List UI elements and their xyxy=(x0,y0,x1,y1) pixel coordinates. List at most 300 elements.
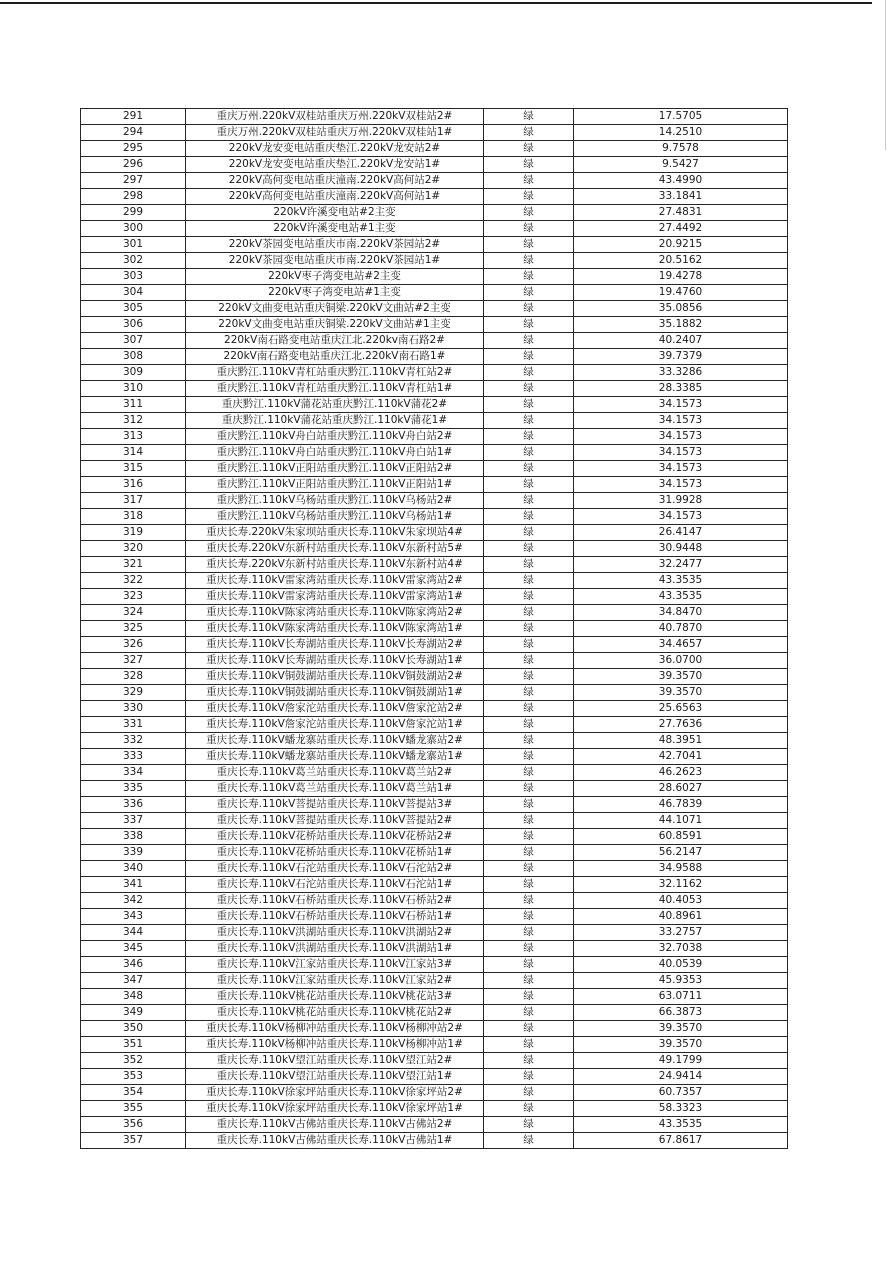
table-row xyxy=(81,797,788,813)
table-row xyxy=(81,1085,788,1101)
device-name-cell: 重庆长寿.220kV东新村站重庆长寿.110kV东新村站4# xyxy=(186,557,484,573)
device-name-cell: 重庆长寿.220kV东新村站重庆长寿.110kV东新村站5# xyxy=(186,541,484,557)
row-number-cell: 332 xyxy=(81,733,186,749)
load-value-cell: 34.1573 xyxy=(574,413,788,429)
status-cell: 绿 xyxy=(484,829,574,845)
table-row xyxy=(81,989,788,1005)
table-row xyxy=(81,125,788,141)
status-cell: 绿 xyxy=(484,317,574,333)
device-name-cell: 220kV文曲变电站重庆铜梁.220kV文曲站#2主变 xyxy=(186,301,484,317)
row-number-cell: 336 xyxy=(81,797,186,813)
device-name-cell: 重庆长寿.110kV望江站重庆长寿.110kV望江站2# xyxy=(186,1053,484,1069)
top-border-line xyxy=(0,2,872,4)
device-name-cell: 重庆长寿.110kV桃花站重庆长寿.110kV桃花站3# xyxy=(186,989,484,1005)
status-cell: 绿 xyxy=(484,237,574,253)
table-row xyxy=(81,413,788,429)
status-cell: 绿 xyxy=(484,1005,574,1021)
table-row xyxy=(81,349,788,365)
row-number-cell: 327 xyxy=(81,653,186,669)
device-name-cell: 重庆长寿.110kV花桥站重庆长寿.110kV花桥站1# xyxy=(186,845,484,861)
load-value-cell: 17.5705 xyxy=(574,109,788,125)
table-row xyxy=(81,1053,788,1069)
device-name-cell: 重庆黔江.110kV青杠站重庆黔江.110kV青杠站2# xyxy=(186,365,484,381)
load-value-cell: 34.4657 xyxy=(574,637,788,653)
row-number-cell: 294 xyxy=(81,125,186,141)
load-value-cell: 35.0856 xyxy=(574,301,788,317)
load-value-cell: 33.1841 xyxy=(574,189,788,205)
status-cell: 绿 xyxy=(484,125,574,141)
status-cell: 绿 xyxy=(484,461,574,477)
row-number-cell: 316 xyxy=(81,477,186,493)
status-cell: 绿 xyxy=(484,109,574,125)
status-cell: 绿 xyxy=(484,717,574,733)
load-value-cell: 39.3570 xyxy=(574,1021,788,1037)
device-name-cell: 重庆黔江.110kV舟白站重庆黔江.110kV舟白站1# xyxy=(186,445,484,461)
table-row xyxy=(81,669,788,685)
load-value-cell: 34.8470 xyxy=(574,605,788,621)
row-number-cell: 308 xyxy=(81,349,186,365)
row-number-cell: 310 xyxy=(81,381,186,397)
table-row xyxy=(81,1037,788,1053)
status-cell: 绿 xyxy=(484,957,574,973)
load-value-cell: 39.3570 xyxy=(574,685,788,701)
row-number-cell: 333 xyxy=(81,749,186,765)
table-row xyxy=(81,317,788,333)
load-value-cell: 33.3286 xyxy=(574,365,788,381)
load-value-cell: 43.3535 xyxy=(574,573,788,589)
device-name-cell: 重庆长寿.110kV蟠龙寨站重庆长寿.110kV蟠龙寨站2# xyxy=(186,733,484,749)
row-number-cell: 342 xyxy=(81,893,186,909)
load-value-cell: 14.2510 xyxy=(574,125,788,141)
row-number-cell: 305 xyxy=(81,301,186,317)
device-name-cell: 220kV茶园变电站重庆市南.220kV茶园站1# xyxy=(186,253,484,269)
row-number-cell: 295 xyxy=(81,141,186,157)
status-cell: 绿 xyxy=(484,925,574,941)
row-number-cell: 298 xyxy=(81,189,186,205)
status-cell: 绿 xyxy=(484,189,574,205)
status-cell: 绿 xyxy=(484,253,574,269)
load-value-cell: 43.3535 xyxy=(574,589,788,605)
status-cell: 绿 xyxy=(484,1053,574,1069)
table-row xyxy=(81,733,788,749)
row-number-cell: 321 xyxy=(81,557,186,573)
load-value-cell: 9.5427 xyxy=(574,157,788,173)
load-value-cell: 35.1882 xyxy=(574,317,788,333)
row-number-cell: 335 xyxy=(81,781,186,797)
status-cell: 绿 xyxy=(484,669,574,685)
row-number-cell: 313 xyxy=(81,429,186,445)
load-value-cell: 34.9588 xyxy=(574,861,788,877)
row-number-cell: 324 xyxy=(81,605,186,621)
table-row xyxy=(81,1005,788,1021)
row-number-cell: 312 xyxy=(81,413,186,429)
status-cell: 绿 xyxy=(484,1037,574,1053)
table-row xyxy=(81,877,788,893)
status-cell: 绿 xyxy=(484,701,574,717)
row-number-cell: 317 xyxy=(81,493,186,509)
status-cell: 绿 xyxy=(484,573,574,589)
status-cell: 绿 xyxy=(484,1133,574,1149)
row-number-cell: 330 xyxy=(81,701,186,717)
table-row xyxy=(81,333,788,349)
table-row xyxy=(81,493,788,509)
load-value-cell: 34.1573 xyxy=(574,461,788,477)
device-name-cell: 220kV龙安变电站重庆垫江.220kV龙安站2# xyxy=(186,141,484,157)
row-number-cell: 306 xyxy=(81,317,186,333)
load-value-cell: 33.2757 xyxy=(574,925,788,941)
load-value-cell: 42.7041 xyxy=(574,749,788,765)
device-name-cell: 重庆万州.220kV双桂站重庆万州.220kV双桂站1# xyxy=(186,125,484,141)
row-number-cell: 323 xyxy=(81,589,186,605)
table-row xyxy=(81,1069,788,1085)
device-name-cell: 重庆长寿.110kV古佛站重庆长寿.110kV古佛站2# xyxy=(186,1117,484,1133)
status-cell: 绿 xyxy=(484,813,574,829)
load-value-cell: 44.1071 xyxy=(574,813,788,829)
device-name-cell: 重庆长寿.110kV杨柳冲站重庆长寿.110kV杨柳冲站1# xyxy=(186,1037,484,1053)
device-name-cell: 重庆长寿.110kV陈家湾站重庆长寿.110kV陈家湾站1# xyxy=(186,621,484,637)
status-cell: 绿 xyxy=(484,365,574,381)
device-name-cell: 重庆黔江.110kV正阳站重庆黔江.110kV正阳站1# xyxy=(186,477,484,493)
device-name-cell: 重庆长寿.110kV石沱站重庆长寿.110kV石沱站2# xyxy=(186,861,484,877)
row-number-cell: 329 xyxy=(81,685,186,701)
device-name-cell: 重庆黔江.110kV乌杨站重庆黔江.110kV乌杨站2# xyxy=(186,493,484,509)
device-name-cell: 重庆长寿.110kV詹家沱站重庆长寿.110kV詹家沱站1# xyxy=(186,717,484,733)
table-row xyxy=(81,829,788,845)
status-cell: 绿 xyxy=(484,397,574,413)
row-number-cell: 347 xyxy=(81,973,186,989)
load-value-cell: 60.8591 xyxy=(574,829,788,845)
table-row xyxy=(81,445,788,461)
status-cell: 绿 xyxy=(484,1101,574,1117)
status-cell: 绿 xyxy=(484,605,574,621)
load-value-cell: 32.1162 xyxy=(574,877,788,893)
table-row xyxy=(81,525,788,541)
device-name-cell: 220kV许溪变电站#1主变 xyxy=(186,221,484,237)
device-name-cell: 220kV茶园变电站重庆市南.220kV茶园站2# xyxy=(186,237,484,253)
load-value-cell: 60.7357 xyxy=(574,1085,788,1101)
table-row xyxy=(81,173,788,189)
table-row xyxy=(81,301,788,317)
row-number-cell: 341 xyxy=(81,877,186,893)
row-number-cell: 320 xyxy=(81,541,186,557)
row-number-cell: 346 xyxy=(81,957,186,973)
device-name-cell: 220kV高何变电站重庆潼南.220kV高何站2# xyxy=(186,173,484,189)
status-cell: 绿 xyxy=(484,653,574,669)
table-row xyxy=(81,845,788,861)
row-number-cell: 319 xyxy=(81,525,186,541)
status-cell: 绿 xyxy=(484,333,574,349)
device-name-cell: 重庆长寿.110kV徐家坪站重庆长寿.110kV徐家坪站2# xyxy=(186,1085,484,1101)
table-row xyxy=(81,1117,788,1133)
row-number-cell: 325 xyxy=(81,621,186,637)
row-number-cell: 299 xyxy=(81,205,186,221)
load-value-cell: 43.3535 xyxy=(574,1117,788,1133)
row-number-cell: 337 xyxy=(81,813,186,829)
status-cell: 绿 xyxy=(484,621,574,637)
load-value-cell: 9.7578 xyxy=(574,141,788,157)
load-value-cell: 20.5162 xyxy=(574,253,788,269)
row-number-cell: 357 xyxy=(81,1133,186,1149)
device-name-cell: 220kV南石路变电站重庆江北.220kV南石路1# xyxy=(186,349,484,365)
load-value-cell: 19.4760 xyxy=(574,285,788,301)
table-row xyxy=(81,957,788,973)
load-value-cell: 19.4278 xyxy=(574,269,788,285)
table-row xyxy=(81,589,788,605)
load-value-cell: 46.2623 xyxy=(574,765,788,781)
device-name-cell: 重庆长寿.110kV雷家湾站重庆长寿.110kV雷家湾站1# xyxy=(186,589,484,605)
load-value-cell: 27.4492 xyxy=(574,221,788,237)
table-row xyxy=(81,109,788,125)
load-value-cell: 48.3951 xyxy=(574,733,788,749)
load-value-cell: 27.7636 xyxy=(574,717,788,733)
device-name-cell: 重庆长寿.110kV铜鼓湖站重庆长寿.110kV铜鼓湖站2# xyxy=(186,669,484,685)
row-number-cell: 350 xyxy=(81,1021,186,1037)
status-cell: 绿 xyxy=(484,349,574,365)
device-name-cell: 重庆长寿.110kV洪湖站重庆长寿.110kV洪湖站1# xyxy=(186,941,484,957)
status-cell: 绿 xyxy=(484,301,574,317)
table-row xyxy=(81,221,788,237)
table-row xyxy=(81,157,788,173)
device-name-cell: 重庆长寿.110kV陈家湾站重庆长寿.110kV陈家湾站2# xyxy=(186,605,484,621)
device-name-cell: 重庆黔江.110kV青杠站重庆黔江.110kV青杠站1# xyxy=(186,381,484,397)
device-name-cell: 重庆长寿.110kV长寿湖站重庆长寿.110kV长寿湖站1# xyxy=(186,653,484,669)
table-row xyxy=(81,717,788,733)
load-value-cell: 40.8961 xyxy=(574,909,788,925)
table-row xyxy=(81,893,788,909)
load-value-cell: 32.7038 xyxy=(574,941,788,957)
status-cell: 绿 xyxy=(484,173,574,189)
load-value-cell: 28.6027 xyxy=(574,781,788,797)
load-value-cell: 45.9353 xyxy=(574,973,788,989)
load-value-cell: 58.3323 xyxy=(574,1101,788,1117)
load-value-cell: 34.1573 xyxy=(574,397,788,413)
row-number-cell: 297 xyxy=(81,173,186,189)
row-number-cell: 343 xyxy=(81,909,186,925)
load-value-cell: 34.1573 xyxy=(574,445,788,461)
device-name-cell: 重庆黔江.110kV正阳站重庆黔江.110kV正阳站2# xyxy=(186,461,484,477)
row-number-cell: 352 xyxy=(81,1053,186,1069)
table-row xyxy=(81,541,788,557)
row-number-cell: 355 xyxy=(81,1101,186,1117)
load-value-cell: 30.9448 xyxy=(574,541,788,557)
row-number-cell: 348 xyxy=(81,989,186,1005)
load-value-cell: 39.3570 xyxy=(574,1037,788,1053)
device-name-cell: 重庆长寿.110kV江家站重庆长寿.110kV江家站3# xyxy=(186,957,484,973)
load-value-cell: 56.2147 xyxy=(574,845,788,861)
status-cell: 绿 xyxy=(484,141,574,157)
row-number-cell: 304 xyxy=(81,285,186,301)
right-border-line xyxy=(885,0,886,150)
table-row xyxy=(81,813,788,829)
row-number-cell: 303 xyxy=(81,269,186,285)
table-row xyxy=(81,765,788,781)
status-cell: 绿 xyxy=(484,1021,574,1037)
load-value-cell: 25.6563 xyxy=(574,701,788,717)
status-cell: 绿 xyxy=(484,541,574,557)
device-name-cell: 重庆长寿.110kV花桥站重庆长寿.110kV花桥站2# xyxy=(186,829,484,845)
table-row xyxy=(81,573,788,589)
row-number-cell: 326 xyxy=(81,637,186,653)
table-row xyxy=(81,269,788,285)
row-number-cell: 356 xyxy=(81,1117,186,1133)
load-value-cell: 27.4831 xyxy=(574,205,788,221)
table-row xyxy=(81,285,788,301)
table-row xyxy=(81,237,788,253)
status-cell: 绿 xyxy=(484,1085,574,1101)
table-row xyxy=(81,557,788,573)
transformer-load-table xyxy=(80,108,788,1149)
device-name-cell: 220kV南石路变电站重庆江北.220kv南石路2# xyxy=(186,333,484,349)
device-name-cell: 220kV龙安变电站重庆垫江.220kV龙安站1# xyxy=(186,157,484,173)
status-cell: 绿 xyxy=(484,285,574,301)
row-number-cell: 322 xyxy=(81,573,186,589)
table-row xyxy=(81,429,788,445)
status-cell: 绿 xyxy=(484,765,574,781)
row-number-cell: 328 xyxy=(81,669,186,685)
device-name-cell: 重庆长寿.110kV菩提站重庆长寿.110kV菩提站2# xyxy=(186,813,484,829)
row-number-cell: 349 xyxy=(81,1005,186,1021)
load-value-cell: 40.0539 xyxy=(574,957,788,973)
table-row xyxy=(81,477,788,493)
device-name-cell: 220kV高何变电站重庆潼南.220kV高何站1# xyxy=(186,189,484,205)
row-number-cell: 307 xyxy=(81,333,186,349)
device-name-cell: 重庆长寿.110kV铜鼓湖站重庆长寿.110kV铜鼓湖站1# xyxy=(186,685,484,701)
status-cell: 绿 xyxy=(484,845,574,861)
status-cell: 绿 xyxy=(484,493,574,509)
table-row xyxy=(81,1021,788,1037)
device-name-cell: 重庆黔江.110kV蒲花站重庆黔江.110kV蒲花1# xyxy=(186,413,484,429)
row-number-cell: 302 xyxy=(81,253,186,269)
table-row xyxy=(81,861,788,877)
table-row xyxy=(81,253,788,269)
row-number-cell: 354 xyxy=(81,1085,186,1101)
row-number-cell: 351 xyxy=(81,1037,186,1053)
device-name-cell: 220kV枣子湾变电站#2主变 xyxy=(186,269,484,285)
row-number-cell: 344 xyxy=(81,925,186,941)
status-cell: 绿 xyxy=(484,893,574,909)
load-value-cell: 36.0700 xyxy=(574,653,788,669)
status-cell: 绿 xyxy=(484,877,574,893)
status-cell: 绿 xyxy=(484,781,574,797)
table-row xyxy=(81,637,788,653)
row-number-cell: 353 xyxy=(81,1069,186,1085)
table-row xyxy=(81,781,788,797)
status-cell: 绿 xyxy=(484,205,574,221)
load-value-cell: 31.9928 xyxy=(574,493,788,509)
status-cell: 绿 xyxy=(484,557,574,573)
device-name-cell: 重庆长寿.110kV葛兰站重庆长寿.110kV葛兰站1# xyxy=(186,781,484,797)
status-cell: 绿 xyxy=(484,1069,574,1085)
device-name-cell: 重庆长寿.110kV洪湖站重庆长寿.110kV洪湖站2# xyxy=(186,925,484,941)
load-value-cell: 40.4053 xyxy=(574,893,788,909)
row-number-cell: 334 xyxy=(81,765,186,781)
device-name-cell: 重庆长寿.110kV望江站重庆长寿.110kV望江站1# xyxy=(186,1069,484,1085)
table-row xyxy=(81,509,788,525)
status-cell: 绿 xyxy=(484,973,574,989)
load-value-cell: 49.1799 xyxy=(574,1053,788,1069)
table-row xyxy=(81,365,788,381)
row-number-cell: 339 xyxy=(81,845,186,861)
device-name-cell: 重庆长寿.110kV詹家沱站重庆长寿.110kV詹家沱站2# xyxy=(186,701,484,717)
row-number-cell: 331 xyxy=(81,717,186,733)
table-row xyxy=(81,1133,788,1149)
device-name-cell: 重庆长寿.110kV江家站重庆长寿.110kV江家站2# xyxy=(186,973,484,989)
row-number-cell: 309 xyxy=(81,365,186,381)
device-name-cell: 重庆长寿.110kV古佛站重庆长寿.110kV古佛站1# xyxy=(186,1133,484,1149)
table-row xyxy=(81,141,788,157)
load-value-cell: 66.3873 xyxy=(574,1005,788,1021)
device-name-cell: 重庆万州.220kV双桂站重庆万州.220kV双桂站2# xyxy=(186,109,484,125)
device-name-cell: 重庆黔江.110kV乌杨站重庆黔江.110kV乌杨站1# xyxy=(186,509,484,525)
status-cell: 绿 xyxy=(484,1117,574,1133)
load-value-cell: 40.7870 xyxy=(574,621,788,637)
table-row xyxy=(81,1101,788,1117)
table-row xyxy=(81,701,788,717)
device-name-cell: 重庆长寿.110kV葛兰站重庆长寿.110kV葛兰站2# xyxy=(186,765,484,781)
device-name-cell: 重庆长寿.110kV菩提站重庆长寿.110kV菩提站3# xyxy=(186,797,484,813)
load-value-cell: 24.9414 xyxy=(574,1069,788,1085)
row-number-cell: 291 xyxy=(81,109,186,125)
load-value-cell: 39.7379 xyxy=(574,349,788,365)
status-cell: 绿 xyxy=(484,509,574,525)
table-row xyxy=(81,653,788,669)
status-cell: 绿 xyxy=(484,413,574,429)
row-number-cell: 311 xyxy=(81,397,186,413)
status-cell: 绿 xyxy=(484,797,574,813)
device-name-cell: 重庆黔江.110kV舟白站重庆黔江.110kV舟白站2# xyxy=(186,429,484,445)
device-name-cell: 重庆长寿.110kV石沱站重庆长寿.110kV石沱站1# xyxy=(186,877,484,893)
load-value-cell: 46.7839 xyxy=(574,797,788,813)
row-number-cell: 300 xyxy=(81,221,186,237)
device-name-cell: 重庆长寿.110kV徐家坪站重庆长寿.110kV徐家坪站1# xyxy=(186,1101,484,1117)
load-value-cell: 43.4990 xyxy=(574,173,788,189)
table-row xyxy=(81,909,788,925)
table-row xyxy=(81,941,788,957)
status-cell: 绿 xyxy=(484,861,574,877)
device-name-cell: 重庆长寿.110kV杨柳冲站重庆长寿.110kV杨柳冲站2# xyxy=(186,1021,484,1037)
load-value-cell: 34.1573 xyxy=(574,429,788,445)
status-cell: 绿 xyxy=(484,429,574,445)
load-value-cell: 28.3385 xyxy=(574,381,788,397)
table-row xyxy=(81,381,788,397)
device-name-cell: 重庆长寿.110kV长寿湖站重庆长寿.110kV长寿湖站2# xyxy=(186,637,484,653)
table-row xyxy=(81,605,788,621)
load-value-cell: 40.2407 xyxy=(574,333,788,349)
status-cell: 绿 xyxy=(484,477,574,493)
table-row xyxy=(81,925,788,941)
status-cell: 绿 xyxy=(484,685,574,701)
status-cell: 绿 xyxy=(484,989,574,1005)
load-value-cell: 34.1573 xyxy=(574,509,788,525)
table-row xyxy=(81,397,788,413)
row-number-cell: 296 xyxy=(81,157,186,173)
table-row xyxy=(81,461,788,477)
load-value-cell: 34.1573 xyxy=(574,477,788,493)
load-value-cell: 67.8617 xyxy=(574,1133,788,1149)
status-cell: 绿 xyxy=(484,445,574,461)
table-row xyxy=(81,685,788,701)
device-name-cell: 重庆长寿.110kV雷家湾站重庆长寿.110kV雷家湾站2# xyxy=(186,573,484,589)
device-name-cell: 220kV文曲变电站重庆铜梁.220kV文曲站#1主变 xyxy=(186,317,484,333)
device-name-cell: 重庆长寿.110kV石桥站重庆长寿.110kV石桥站2# xyxy=(186,893,484,909)
status-cell: 绿 xyxy=(484,157,574,173)
status-cell: 绿 xyxy=(484,589,574,605)
device-name-cell: 220kV枣子湾变电站#1主变 xyxy=(186,285,484,301)
device-name-cell: 重庆黔江.110kV蒲花站重庆黔江.110kV蒲花2# xyxy=(186,397,484,413)
status-cell: 绿 xyxy=(484,381,574,397)
status-cell: 绿 xyxy=(484,749,574,765)
status-cell: 绿 xyxy=(484,733,574,749)
